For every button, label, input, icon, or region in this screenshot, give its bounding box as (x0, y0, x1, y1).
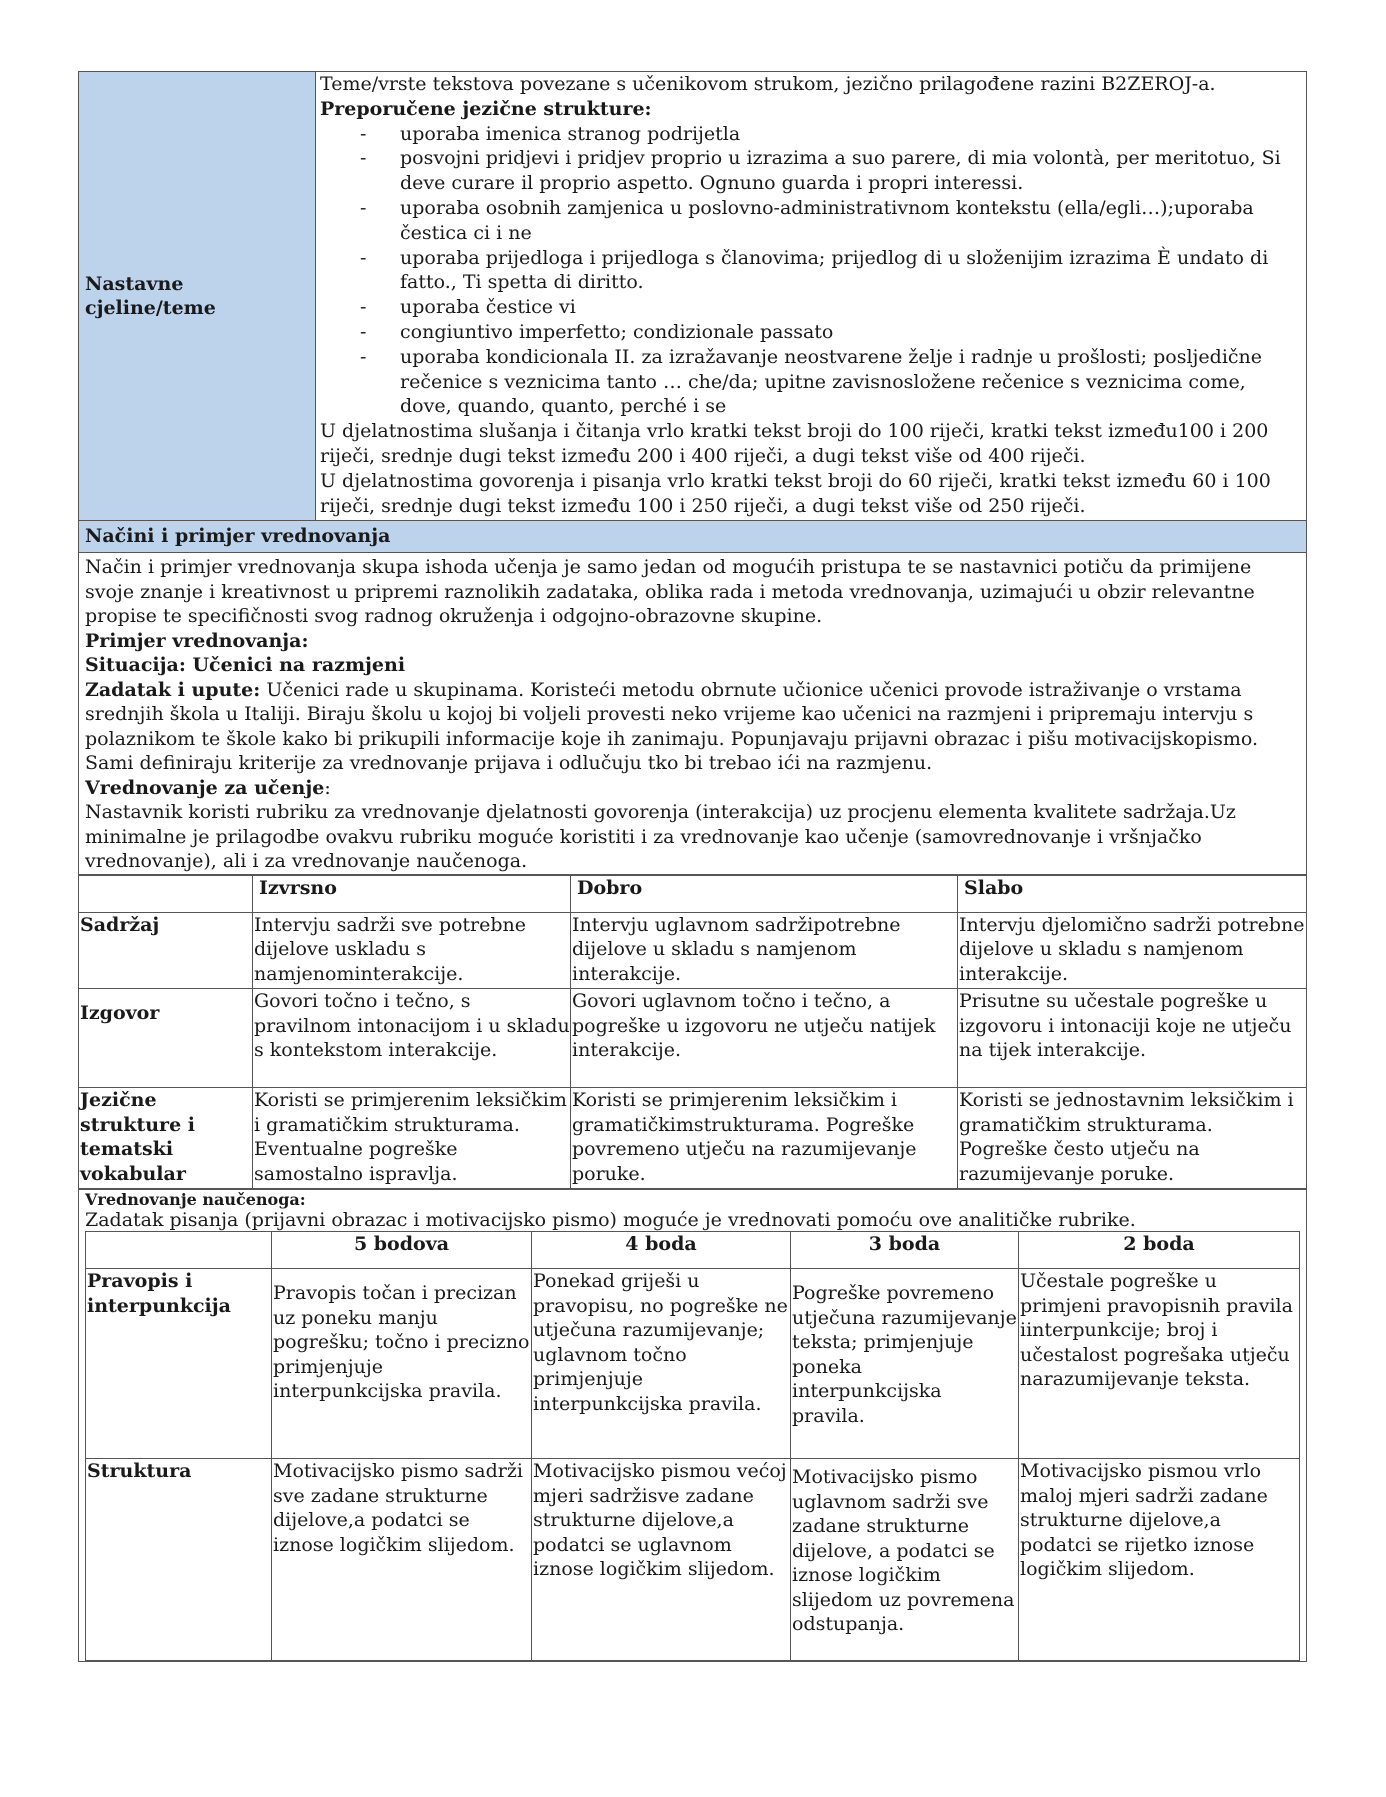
table-row (79, 875, 1307, 912)
table-cell: Govori točno i tečno, s pravilnom intonacijom i u skladu s kontekstom interakcije. (253, 989, 571, 1088)
for-learning-label: Vrednovanje za učenje (85, 776, 325, 799)
list-item: - posvojni pridjevi i pridjev proprio u izrazima a suo parere, di mia volontà, per meritotuo, Si deve curare il proprio aspetto. Ognuno guarda i propri interessi. (360, 146, 1299, 196)
learned-title: Vrednovanje naučenoga: (85, 1190, 306, 1210)
row-label: Struktura (86, 1459, 272, 1661)
table-row (79, 912, 1307, 989)
table-cell: Intervju uglavnom sadržipotrebne dijelove u skladu s namjenom interakcije. (571, 912, 958, 989)
topics-content (316, 72, 1306, 520)
table-cell: Intervju sadrži sve potrebne dijelove uskladu s namjenominterakcije. (253, 912, 571, 989)
list-item: - uporaba kondicionala II. za izražavanje neostvarene želje i radnje u prošlosti; posljedične rečenice s veznicima tanto … che/da; upitne zavisnosložene rečenice s veznicima come, dove, quando, quanto, perché i se (360, 345, 1299, 419)
table-cell: Pravopis točan i precizan uz poneku manju pogrešku; točno i precizno primjenjuje interpunkcijska pravila. (272, 1269, 532, 1459)
list-item: - uporaba prijedloga i prijedloga s članovima; prijedlog di u složenijim izrazima È undato di fatto., Ti spetta di diritto. (360, 246, 1299, 296)
table-row (79, 989, 1307, 1088)
table-header-cell: 5 bodova (272, 1232, 532, 1269)
structures-title: Preporučene jezične strukture: (320, 97, 652, 120)
list-item: - uporaba imenica stranog podrijetla (360, 122, 1299, 147)
table-cell: Motivacijsko pismo sadrži sve zadane strukturne dijelove,a podatci se iznose logičkim slijedom. (272, 1459, 532, 1661)
table-row (79, 1088, 1307, 1189)
table-header-cell (86, 1232, 272, 1269)
table-cell: Ponekad griješi u pravopisu, no pogreške ne utječuna razumijevanje; uglavnom točno primjenjuje interpunkcijska pravila. (532, 1269, 791, 1459)
for-learning-text: Nastavnik koristi rubriku za vrednovanje djelatnosti govorenja (interakcija) uz procjenu elementa kvalitete sadržaja.Uz minimalne je prilagodbe ovakvu rubriku moguće koristiti i za vrednovanje kao učenje (samovrednovanje i vršnjačko vrednovanje), ali i za vrednovanje naučenoga. (85, 801, 1236, 873)
listening-reading-paragraph: U djelatnostima slušanja i čitanja vrlo kratki tekst broji do 100 riječi, kratki tekst između100 i 200 riječi, srednje dugi tekst između 200 i 400 riječi, a dugi tekst više od 400 riječi. (320, 420, 1269, 467)
speaking-writing-paragraph: U djelatnostima govorenja i pisanja vrlo kratki tekst broji do 60 riječi, kratki tekst između 60 i 100 riječi, srednje dugi tekst između 100 i 250 riječi, a dugi tekst više od 250 riječi. (320, 469, 1271, 517)
table-cell: Motivacijsko pismou većoj mjeri sadržisve zadane strukturne dijelove,a podatci se uglavnom iznose logičkim slijedom. (532, 1459, 791, 1661)
learned-text: Zadatak pisanja (prijavni obrazac i motivacijsko pismo) moguće je vrednovati pomoću ove analitičke rubrike. (85, 1209, 1136, 1232)
table-header-cell: Dobro (571, 875, 958, 912)
table-header-cell: 3 boda (791, 1232, 1019, 1269)
list-item: - congiuntivo imperfetto; condizionale passato (360, 320, 1299, 345)
task-label: Zadatak i upute: (85, 678, 261, 701)
task-paragraph (85, 678, 1300, 776)
structures-list (320, 122, 1299, 420)
list-item: - uporaba osobnih zamjenica u poslovno-administrativnom kontekstu (ella/egli…);uporaba čestica ci i ne (360, 196, 1299, 246)
speaking-rubric-table (78, 875, 1307, 1190)
table-header-cell: 2 boda (1019, 1232, 1300, 1269)
writing-rubric-table (85, 1231, 1300, 1661)
table-cell: Govori uglavnom točno i tečno, a pogreške u izgovoru ne utječu natijek interakcije. (571, 989, 958, 1088)
table-cell: Koristi se jednostavnim leksičkim i gramatičkim strukturama. Pogreške često utječu na razumijevanje poruke. (958, 1088, 1307, 1189)
table-cell: Intervju djelomično sadrži potrebne dijelove u skladu s namjenom interakcije. (958, 912, 1307, 989)
section-heading: Načini i primjer vrednovanja (78, 521, 1307, 553)
table-cell: Koristi se primjerenim leksičkim i gramatičkimstrukturama. Pogreške povremeno utječu na razumijevanje poruke. (571, 1088, 958, 1189)
document-page (78, 71, 1307, 1662)
table-row (86, 1232, 1300, 1269)
situation-title: Situacija: Učenici na razmjeni (85, 654, 406, 677)
table-header-cell (79, 875, 253, 912)
list-item: - uporaba čestice vi (360, 295, 1299, 320)
table-cell: Učestale pogreške u primjeni pravopisnih pravila iinterpunkcije; broj i učestalost pogrešaka utječu narazumijevanje teksta. (1019, 1269, 1300, 1459)
row-label: Pravopis i interpunkcija (86, 1269, 272, 1459)
table-cell: Koristi se primjerenim leksičkim i gramatičkim strukturama. Eventualne pogreške samostalno ispravlja. (253, 1088, 571, 1189)
topics-intro: Teme/vrste tekstova povezane s učenikovom strukom, jezično prilagođene razini B2ZEROJ-a. (320, 73, 1216, 95)
task-text: Učenici rade u skupinama. Koristeći metodu obrnute učionice učenici provode istraživanje o vrstama srednjih škola u Italiji. Biraju školu u kojoj bi voljeli provesti neko vrijeme kao učenici na razmjeni i pripremaju intervju s polaznikom te škole kako bi prikupili informacije koje ih zanimaju. Popunjavaju prijavni obrazac i pišu motivacijskopismo. Sami definiraju kriterije za vrednovanje prijava i odlučuju tko bi trebao ići na razmjenu. (85, 678, 1258, 775)
topics-label: Nastavne cjeline/teme (79, 72, 316, 520)
table-header-cell: 4 boda (532, 1232, 791, 1269)
table-cell: Pogreške povremeno utječuna razumijevanje teksta; primjenjuje poneka interpunkcijska pravila. (791, 1269, 1019, 1459)
table-header-cell: Slabo (958, 875, 1307, 912)
assessment-body (78, 553, 1307, 875)
row-label: Sadržaj (79, 912, 253, 989)
assessment-intro: Način i primjer vrednovanja skupa ishoda učenja je samo jedan od mogućih pristupa te se nastavnici potiču da primijene svoje znanje i kreativnost u pripremi raznolikih zadataka, oblika rada i metoda vrednovanja, uzimajući u obzir relevantne propise te specifičnosti svog radnog okruženja i odgojno-obrazovne skupine. (85, 556, 1255, 628)
table-cell: Prisutne su učestale pogreške u izgovoru i intonaciji koje ne utječu na tijek interakcije. (958, 989, 1307, 1088)
table-header-cell: Izvrsno (253, 875, 571, 912)
table-row (86, 1459, 1300, 1661)
table-cell: Motivacijsko pismo uglavnom sadrži sve zadane strukturne dijelove, a podatci se iznose logičkim slijedom uz povremena odstupanja. (791, 1459, 1019, 1661)
table-cell: Motivacijsko pismou vrlo maloj mjeri sadrži zadane strukturne dijelove,a podatci se rijetko iznose logičkim slijedom. (1019, 1459, 1300, 1661)
row-label: Izgovor (79, 989, 253, 1088)
row-label: Jezične strukture i tematski vokabular (79, 1088, 253, 1189)
for-learning-heading: Vrednovanje za učenje: (85, 776, 331, 799)
example-title: Primjer vrednovanja: (85, 629, 309, 652)
table-row (86, 1269, 1300, 1459)
topics-block (78, 71, 1307, 521)
writing-rubric-block (78, 1189, 1307, 1662)
